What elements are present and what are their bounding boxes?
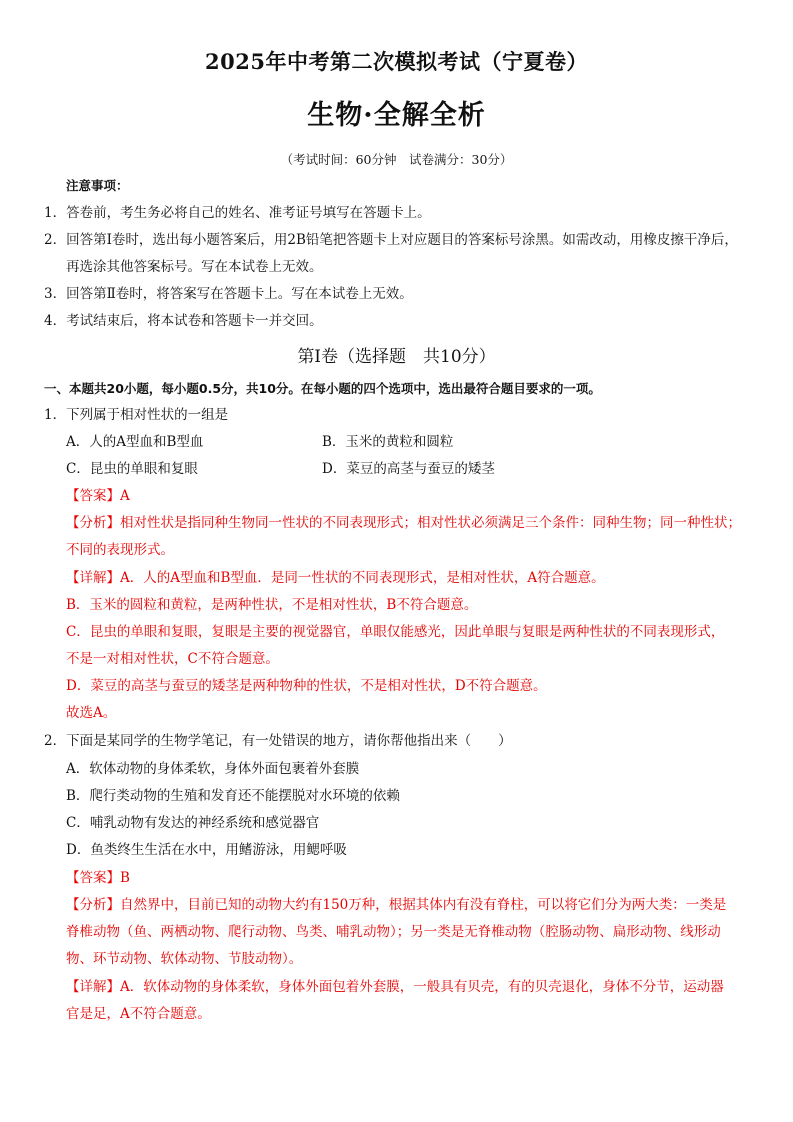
q1-detail-5: D．菜豆的高茎与蚕豆的矮茎是两种物种的性状，不是相对性状，D不符合题意。: [66, 678, 547, 694]
q2-option-a: A．软体动物的身体柔软，身体外面包裹着外套膜: [66, 761, 360, 777]
notes-heading: 注意事项：: [66, 178, 129, 193]
q1-option-d: D．菜豆的高茎与蚕豆的矮茎: [322, 461, 495, 477]
note-item-2: 2．回答第Ⅰ卷时，选出每小题答案后，用2B铅笔把答题卡上对应题目的答案标号涂黑。如需改动，用橡皮擦干净后，: [44, 232, 738, 248]
q2-option-c: C．哺乳动物有发达的神经系统和感觉器官: [66, 815, 320, 831]
q2-analysis-1: 【分析】自然界中，目前已知的动物大约有150万种，根据其体内有没有脊柱，可以将它们分为两大类：一类是: [66, 897, 727, 913]
q2-option-b: B．爬行类动物的生殖和发育还不能摆脱对水环境的依赖: [66, 788, 400, 804]
q2-option-d: D．鱼类终生生活在水中，用鳍游泳，用鳃呼吸: [66, 842, 347, 858]
section-instruction: 一、本题共20小题，每小题0.5分，共10分。在每小题的四个选项中，选出最符合题目要求的一项。: [44, 381, 601, 396]
q2-detail-1: 【详解】A．软体动物的身体柔软，身体外面包着外套膜，一般具有贝壳，有的贝壳退化，身体不分节，运动器: [66, 979, 724, 995]
q1-analysis-1: 【分析】相对性状是指同种生物同一性状的不同表现形式；相对性状必须满足三个条件：同种生物；同一种性状；: [66, 515, 741, 531]
exam-info: （考试时间：60分钟 试卷满分：30分）: [280, 152, 513, 167]
exam-title: 2025年中考第二次模拟考试（宁夏卷）: [205, 49, 588, 74]
section-title: 第Ⅰ卷（选择题 共10分）: [297, 347, 496, 367]
q1-detail-4: 不是一对相对性状，C不符合题意。: [66, 651, 279, 667]
q1-answer: 【答案】A: [66, 488, 130, 504]
q1-option-a: A．人的A型血和B型血: [66, 434, 204, 450]
exam-subtitle: 生物·全解全析: [307, 100, 486, 131]
q1-detail-3: C．昆虫的单眼和复眼，复眼是主要的视觉器官，单眼仅能感光，因此单眼与复眼是两种性状的不同表现形式，: [66, 624, 725, 640]
q1-detail-6: 故选A。: [66, 705, 117, 721]
q2-stem: 2．下面是某同学的生物学笔记，有一处错误的地方，请你帮他指出来（ ）: [44, 733, 512, 749]
q2-detail-2: 官是足，A不符合题意。: [66, 1006, 211, 1022]
q1-stem: 1．下列属于相对性状的一组是: [44, 407, 229, 423]
q1-option-b: B．玉米的黄粒和圆粒: [322, 434, 454, 450]
q2-answer: 【答案】B: [66, 870, 130, 886]
q2-analysis-2: 脊椎动物（鱼、两栖动物、爬行动物、鸟类、哺乳动物）；另一类是无脊椎动物（腔肠动物、扁形动物、线形动: [66, 924, 721, 940]
note-item-3: 3．回答第Ⅱ卷时，将答案写在答题卡上。写在本试卷上无效。: [44, 286, 413, 302]
note-item-1: 1．答卷前，考生务必将自己的姓名、准考证号填写在答题卡上。: [44, 205, 431, 221]
q1-detail-1: 【详解】A．人的A型血和B型血．是同一性状的不同表现形式，是相对性状，A符合题意。: [66, 570, 605, 586]
note-item-2-cont: 再选涂其他答案标号。写在本试卷上无效。: [66, 259, 323, 275]
q1-detail-2: B．玉米的圆粒和黄粒，是两种性状，不是相对性状，B不符合题意。: [66, 597, 478, 613]
note-item-4: 4．考试结束后，将本试卷和答题卡一并交回。: [44, 313, 323, 329]
q2-analysis-3: 物、环节动物、软体动物、节肢动物）。: [66, 951, 303, 967]
q1-analysis-2: 不同的表现形式。: [66, 542, 174, 558]
q1-option-c: C．昆虫的单眼和复眼: [66, 461, 198, 477]
